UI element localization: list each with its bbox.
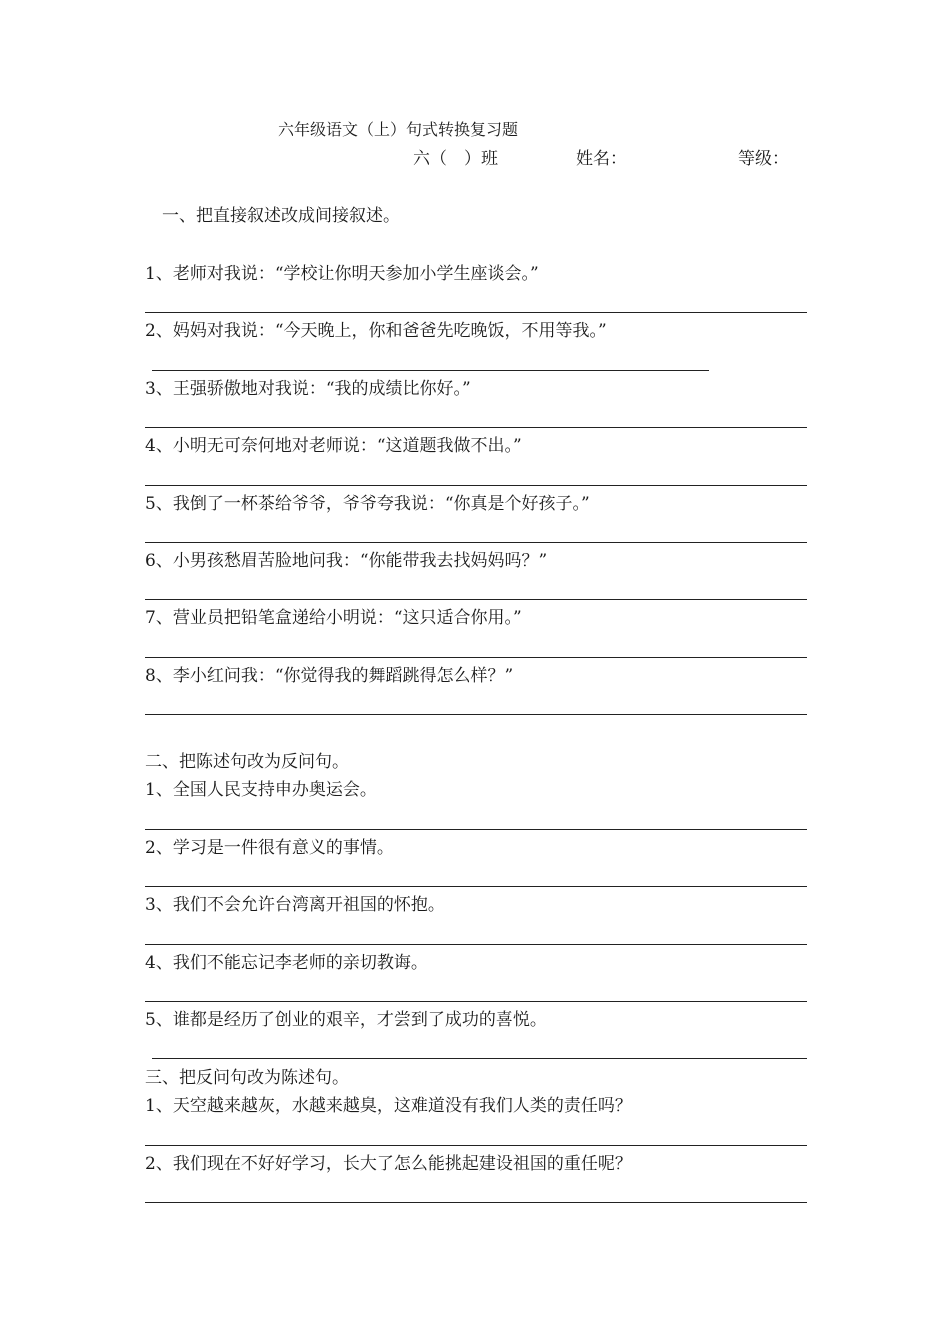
section-1-item-6: 6、小男孩愁眉苦脸地问我：“你能带我去找妈妈吗？” [145,551,548,571]
section-2-item-2: 2、学习是一件很有意义的事情。 [145,838,394,858]
answer-line[interactable] [145,657,807,658]
section-1-item-8: 8、李小红问我：“你觉得我的舞蹈跳得怎么样？” [145,666,514,686]
class-label: 六（ ）班 [413,149,498,169]
answer-line[interactable] [145,312,807,313]
section-1-item-3: 3、王强骄傲地对我说：“我的成绩比你好。” [145,379,471,399]
name-label: 姓名： [576,149,627,169]
section-2-item-1: 1、全国人民支持申办奥运会。 [145,780,377,800]
section-1-item-1: 1、老师对我说：“学校让你明天参加小学生座谈会。” [145,264,539,284]
answer-line[interactable] [145,1145,807,1146]
section-1-item-2: 2、妈妈对我说：“今天晚上，你和爸爸先吃晚饭，不用等我。” [145,321,607,341]
answer-line[interactable] [145,599,807,600]
section-2-item-5: 5、谁都是经历了创业的艰辛，才尝到了成功的喜悦。 [145,1010,547,1030]
section-2-item-3: 3、我们不会允许台湾离开祖国的怀抱。 [145,895,445,915]
grade-label: 等级： [738,149,789,169]
section-3-item-1: 1、天空越来越灰，水越来越臭，这难道没有我们人类的责任吗？ [145,1096,632,1116]
answer-line[interactable] [145,542,807,543]
section-3-item-2: 2、我们现在不好好学习，长大了怎么能挑起建设祖国的重任呢？ [145,1154,632,1174]
section-2-item-4: 4、我们不能忘记李老师的亲切教诲。 [145,953,428,973]
section-3-heading: 三、把反问句改为陈述句。 [145,1068,349,1088]
answer-line[interactable] [145,1202,807,1203]
answer-line[interactable] [145,485,807,486]
section-1-item-5: 5、我倒了一杯茶给爷爷，爷爷夸我说：“你真是个好孩子。” [145,494,590,514]
answer-line[interactable] [145,427,807,428]
section-2-heading: 二、把陈述句改为反问句。 [145,752,349,772]
answer-line[interactable] [145,944,807,945]
answer-line[interactable] [145,886,807,887]
page-title: 六年级语文（上）句式转换复习题 [278,120,519,139]
section-1-heading: 一、把直接叙述改成间接叙述。 [162,206,400,226]
answer-line[interactable] [152,370,709,371]
answer-line[interactable] [152,1058,807,1059]
answer-line[interactable] [145,714,807,715]
section-1-item-7: 7、营业员把铅笔盒递给小明说：“这只适合你用。” [145,608,522,628]
section-1-item-4: 4、小明无可奈何地对老师说：“这道题我做不出。” [145,436,522,456]
answer-line[interactable] [145,829,807,830]
answer-line[interactable] [145,1001,807,1002]
